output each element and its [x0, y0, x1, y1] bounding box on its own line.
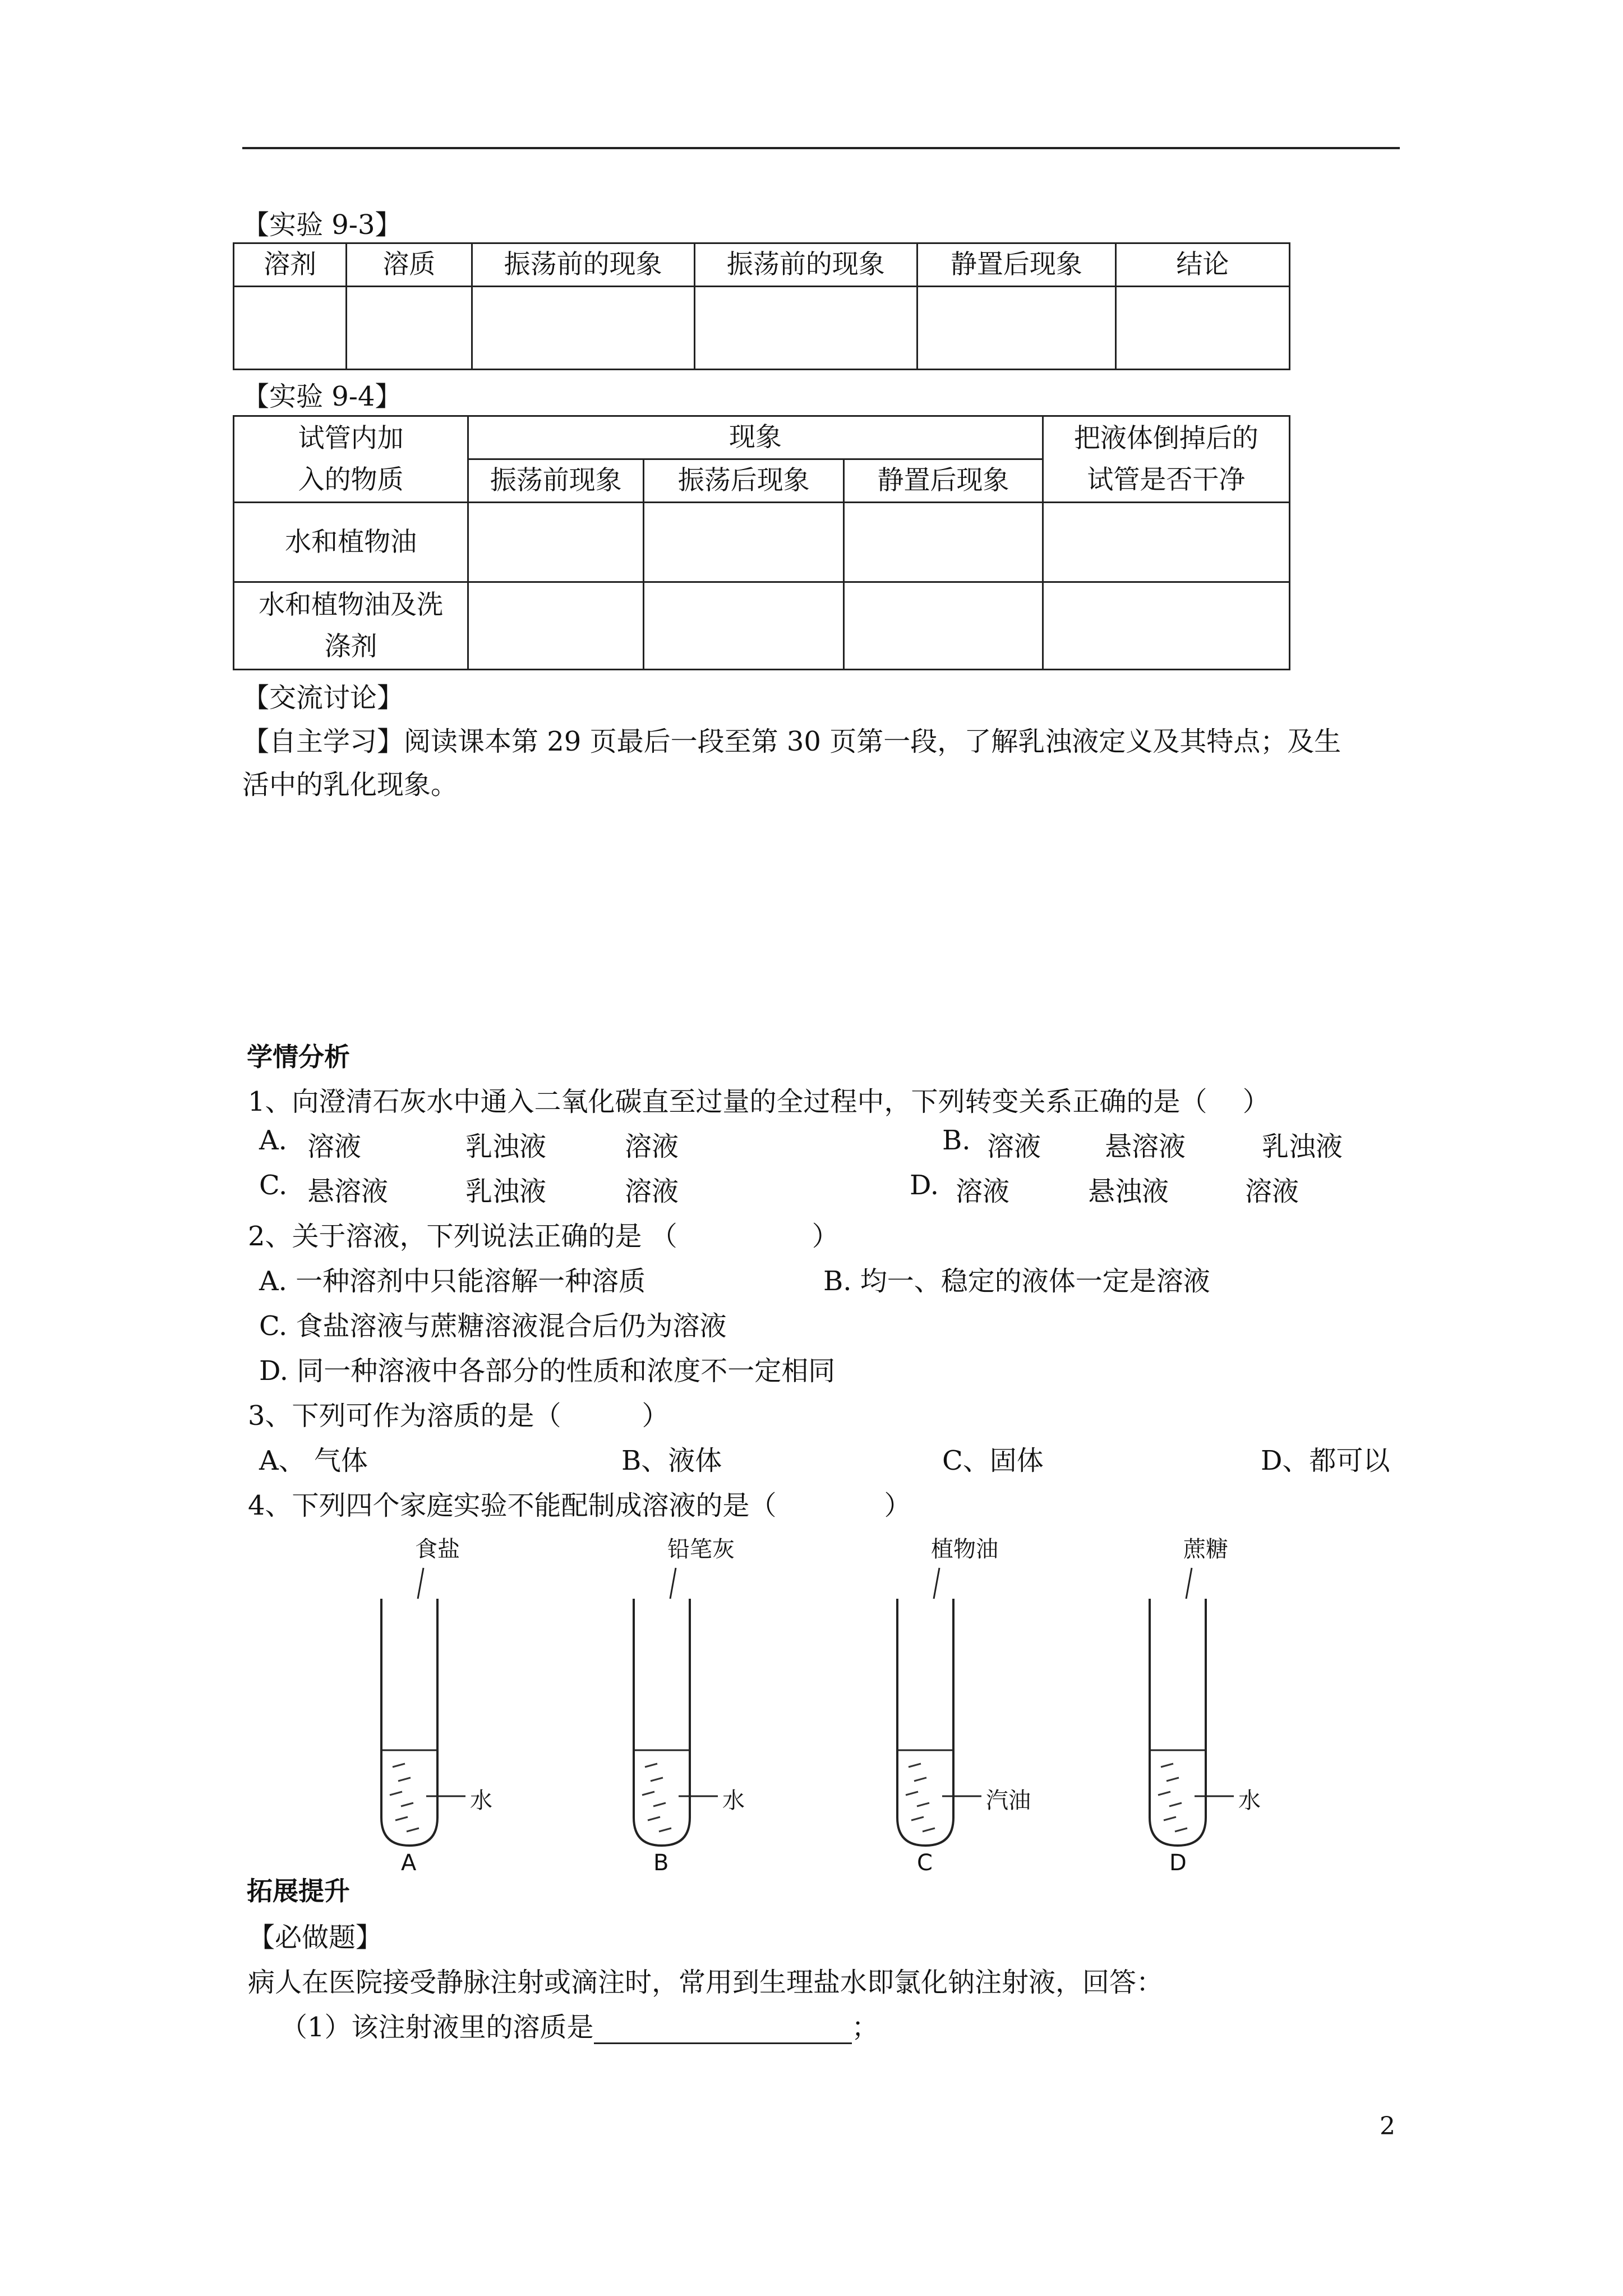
exp94-row1-label: 水和植物油 — [234, 503, 468, 582]
exp94-header-clean-line2: 试管是否干净 — [1087, 464, 1246, 495]
exp94-header-substance-line2: 入的物质 — [298, 464, 404, 495]
analysis-heading: 学情分析 — [247, 1042, 350, 1072]
tube-top-label: 植物油 — [931, 1536, 998, 1562]
tube-side-label: 汽油 — [986, 1788, 1031, 1814]
exp94-cell — [468, 503, 644, 582]
tube-letter-label: A — [401, 1850, 417, 1876]
tube-side-label: 水 — [1238, 1788, 1261, 1814]
q1-option-c-letter: C. — [259, 1170, 288, 1201]
tube-top-label: 食盐 — [415, 1536, 460, 1562]
liquid-dash — [390, 1792, 402, 1795]
extension-q1-suffix: ； — [851, 2012, 879, 2043]
test-tube-drawing — [600, 1526, 813, 1862]
exp94-header-clean-line1: 把液体倒掉后的 — [1073, 422, 1258, 454]
exp93-cell — [347, 287, 472, 370]
exp94-header-clean — [1043, 416, 1289, 503]
q1-option-b-1: 溶液 — [987, 1131, 1041, 1162]
q2-stem: 2、关于溶液，下列说法正确的是 （ ） — [248, 1221, 839, 1252]
liquid-dash — [1169, 1803, 1182, 1806]
exp94-header-substance — [234, 416, 468, 503]
q2-option-a: A. 一种溶剂中只能溶解一种溶质 — [259, 1266, 646, 1297]
q1-option-a-1: 溶液 — [307, 1131, 362, 1162]
test-tube-drawing — [864, 1526, 1077, 1862]
tube-outline — [897, 1599, 953, 1846]
exp93-cell — [234, 287, 347, 370]
liquid-dash — [909, 1764, 921, 1767]
liquid-dash — [393, 1764, 405, 1767]
exp94-cell — [468, 582, 644, 670]
liquid-dash — [906, 1792, 918, 1795]
liquid-dash — [395, 1817, 408, 1820]
liquid-dash — [648, 1817, 660, 1820]
q3-option-a: A、 气体 — [259, 1445, 368, 1476]
tube-side-label: 水 — [470, 1788, 492, 1814]
liquid-dash — [1158, 1792, 1170, 1795]
tube-letter-label: B — [653, 1850, 669, 1876]
exp93-cell — [694, 287, 917, 370]
tube-letter-label: C — [917, 1850, 933, 1876]
exp93-table — [233, 242, 1290, 370]
q1-option-d-1: 溶液 — [956, 1176, 1010, 1207]
test-tube-c — [864, 1526, 1077, 1876]
exp93-header-before: 振荡前的现象 — [472, 243, 694, 287]
liquid-dash — [398, 1778, 411, 1781]
exp93-cell — [472, 287, 694, 370]
q3-option-b: B、液体 — [621, 1445, 722, 1476]
tube-top-label: 铅笔灰 — [667, 1536, 735, 1562]
liquid-dash — [653, 1803, 666, 1806]
exp94-cell — [844, 503, 1043, 582]
exp93-title: 【实验 9-3】 — [242, 209, 402, 241]
liquid-dash — [1166, 1778, 1179, 1781]
q4-stem: 4、下列四个家庭实验不能配制成溶液的是（ ） — [248, 1490, 911, 1521]
top-leader-line — [1186, 1568, 1192, 1599]
q2-option-c: C. 食盐溶液与蔗糖溶液混合后仍为溶液 — [259, 1310, 727, 1342]
liquid-dash — [1164, 1817, 1176, 1820]
liquid-dash — [407, 1828, 419, 1832]
tube-outline — [634, 1599, 690, 1846]
exp93-header-before-2: 振荡前的现象 — [694, 243, 917, 287]
liquid-dash — [923, 1828, 935, 1832]
exp93-header-solvent: 溶剂 — [234, 243, 347, 287]
extension-stem: 病人在医院接受静脉注射或滴注时，常用到生理盐水即氯化钠注射液，回答： — [248, 1967, 1164, 1998]
test-tube-drawing — [1116, 1526, 1329, 1862]
top-leader-line — [934, 1568, 939, 1599]
liquid-dash — [651, 1778, 663, 1781]
answer-blank[interactable] — [594, 2017, 852, 2044]
liquid-dash — [914, 1778, 926, 1781]
liquid-dash — [911, 1817, 924, 1820]
q3-stem: 3、下列可作为溶质的是（ ） — [248, 1400, 669, 1432]
q1-option-b-3: 乳浊液 — [1262, 1131, 1343, 1162]
liquid-dash — [645, 1764, 657, 1767]
tube-letter-label: D — [1169, 1850, 1187, 1876]
self-study-line1: 【自主学习】阅读课本第 29 页最后一段至第 30 页第一段，了解乳浊液定义及其特点；及生 — [242, 726, 1341, 757]
q2-option-b: B. 均一、稳定的液体一定是溶液 — [823, 1266, 1210, 1297]
exp94-table — [233, 415, 1290, 670]
test-tube-d — [1116, 1526, 1329, 1876]
tube-side-label: 水 — [722, 1788, 745, 1814]
liquid-dash — [642, 1792, 654, 1795]
extension-q1-prefix: （1）该注射液里的溶质是 — [280, 2012, 594, 2043]
exp94-row2-line1: 水和植物油及洗 — [259, 589, 444, 620]
header-rule — [242, 147, 1400, 149]
test-tube-a — [348, 1526, 561, 1876]
top-leader-line — [418, 1568, 423, 1599]
required-heading: 【必做题】 — [248, 1922, 383, 1953]
q1-option-c-2: 乳浊液 — [465, 1176, 547, 1207]
exp94-header-phenomenon: 现象 — [468, 416, 1043, 459]
test-tube-b — [600, 1526, 813, 1876]
q3-option-d: D、都可以 — [1261, 1445, 1390, 1476]
exp94-title: 【实验 9-4】 — [242, 381, 402, 412]
liquid-dash — [917, 1803, 929, 1806]
liquid-dash — [659, 1828, 671, 1832]
exp94-header-substance-line1: 试管内加 — [298, 422, 404, 454]
self-study-line2: 活中的乳化现象。 — [242, 769, 458, 800]
exp94-row2-line2: 涤剂 — [324, 631, 377, 662]
q1-option-d-2: 悬浊液 — [1088, 1176, 1169, 1207]
q1-option-a-letter: A. — [259, 1125, 287, 1156]
exp94-cell — [1043, 503, 1289, 582]
exp94-cell — [1043, 582, 1289, 670]
page-number: 2 — [1380, 2112, 1395, 2141]
liquid-dash — [401, 1803, 413, 1806]
extension-heading: 拓展提升 — [247, 1876, 350, 1906]
q1-option-b-2: 悬溶液 — [1105, 1131, 1186, 1162]
tube-outline — [1150, 1599, 1206, 1846]
q3-option-c: C、固体 — [942, 1445, 1044, 1476]
exp94-header-before: 振荡前现象 — [468, 459, 644, 503]
q1-option-a-2: 乳浊液 — [465, 1131, 547, 1162]
discussion-heading: 【交流讨论】 — [242, 682, 404, 714]
exp93-header-after-standing: 静置后现象 — [917, 243, 1116, 287]
q1-option-b-letter: B. — [942, 1125, 971, 1156]
q1-option-c-3: 溶液 — [625, 1176, 679, 1207]
liquid-dash — [1161, 1764, 1173, 1767]
q1-option-d-3: 溶液 — [1245, 1176, 1299, 1207]
q1-option-a-3: 溶液 — [625, 1131, 679, 1162]
exp94-row2-label — [234, 582, 468, 670]
top-leader-line — [670, 1568, 676, 1599]
tube-outline — [381, 1599, 437, 1846]
q2-option-d: D. 同一种溶液中各部分的性质和浓度不一定相同 — [259, 1355, 836, 1387]
tube-top-label: 蔗糖 — [1183, 1536, 1228, 1562]
extension-q1 — [280, 2005, 879, 2044]
exp94-cell — [644, 503, 844, 582]
exp94-header-standing: 静置后现象 — [844, 459, 1043, 503]
exp93-cell — [1115, 287, 1289, 370]
q1-option-d-letter: D. — [910, 1170, 939, 1201]
exp93-header-conclusion: 结论 — [1115, 243, 1289, 287]
q1-stem: 1、向澄清石灰水中通入二氧化碳直至过量的全过程中，下列转变关系正确的是（ ） — [248, 1086, 1270, 1117]
exp94-cell — [844, 582, 1043, 670]
exp94-header-after: 振荡后现象 — [644, 459, 844, 503]
liquid-dash — [1175, 1828, 1187, 1832]
exp94-cell — [644, 582, 844, 670]
q1-option-c-1: 悬溶液 — [307, 1176, 389, 1207]
test-tube-drawing — [348, 1526, 561, 1862]
exp93-cell — [917, 287, 1116, 370]
exp93-header-solute: 溶质 — [347, 243, 472, 287]
